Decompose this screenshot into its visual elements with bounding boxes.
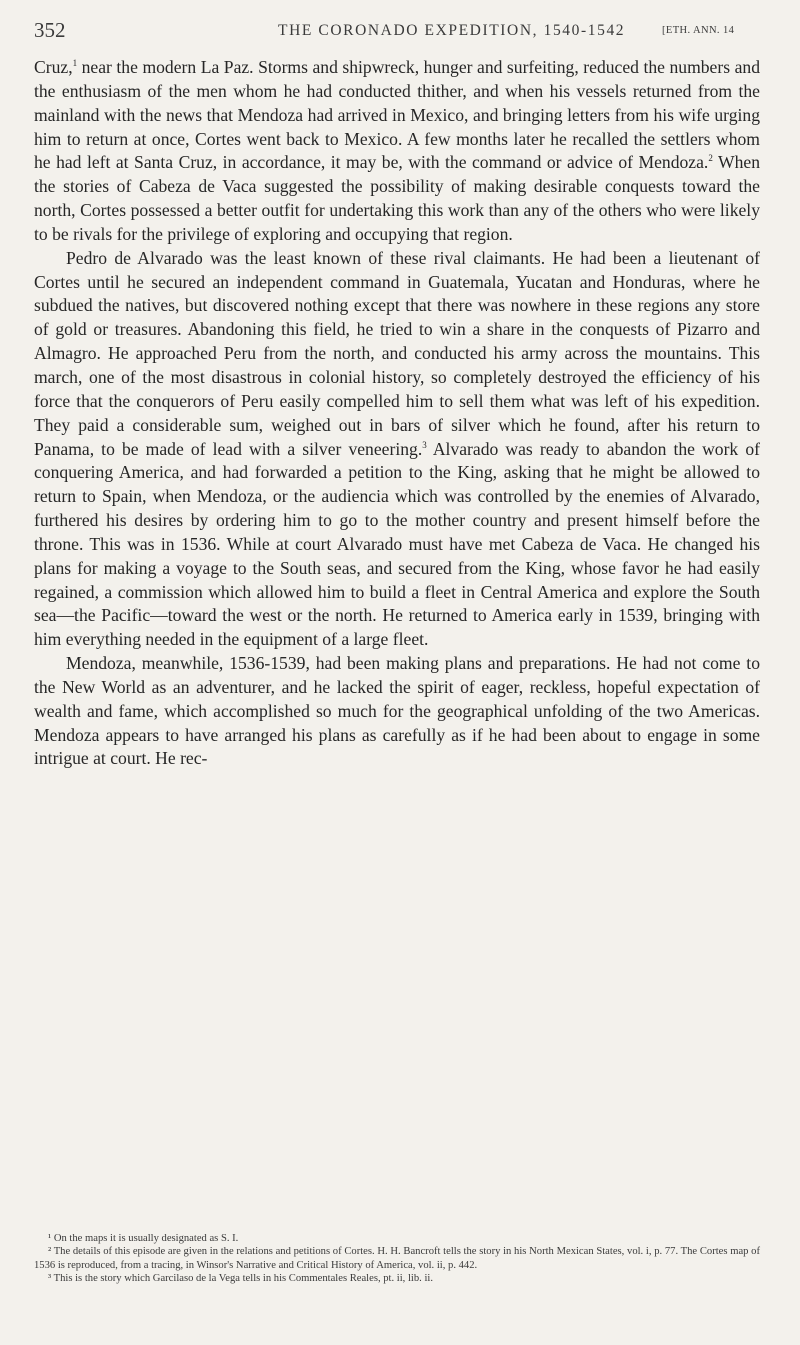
- footnote-ref-3: 3: [422, 439, 427, 450]
- paragraph-3: Mendoza, meanwhile, 1536-1539, had been making plans and preparations. He had not come to the New World as an adventurer, and he lacked the spirit of eager, reckless, hopeful expectation of wealth and fame, which accomplished so much for the geographical unfolding of the two Americas. Mendoza appears to have arranged his plans as carefully as if he had been about to engage in some intrigue at court. He rec-: [34, 653, 760, 769]
- page-header: [34, 18, 760, 46]
- report-reference: [ETH. ANN. 14: [662, 25, 735, 36]
- footnote-ref-2: 2: [708, 153, 713, 164]
- footnote-1: ¹ On the maps it is usually designated as S. I.: [48, 1233, 239, 1244]
- footnotes: [34, 1232, 760, 1286]
- footnote-ref-1: 1: [72, 58, 78, 68]
- footnote-3: ³ This is the story which Garcilaso de la Vega tells in his Commentales Reales, pt. ii, lib. ii.: [48, 1273, 433, 1285]
- book-page: [34, 18, 760, 1285]
- page-number: 352: [34, 18, 66, 42]
- running-title: THE CORONADO EXPEDITION, 1540-1542: [278, 22, 626, 39]
- paragraph-1: Cruz,$^1$ near the modern La Paz. Storms and shipwreck, hunger and surfeiting, reduced the numbers and the enthusiasm of the men whom he had conducted thither, and when his vessels returned from the mainland with the news that Mendoza had arrived in Mexico, and bringing letters from his wife urging him to return at once, Cortes went back to Mexico. A few months later he recalled the settlers whom he had left at Santa Cruz, in accordance, it may be, with the command or advice of Mendoza.$^2$ When the stories of Cabeza de Vaca suggested the possibility of making desirable conquests toward the north, Cortes possessed a better outfit for undertaking this work than any of the others who were likely to be rivals for the privilege of exploring and occupying that region.: [34, 57, 760, 244]
- paragraph-2: Pedro de Alvarado was the least known of these rival claimants. He had been a lieutenant of Cortes until he secured an independent command in Guatemala, Yucatan and Honduras, where he subdued the natives, but discovered nothing except that there was nowhere in these regions any store of gold or treasures. Abandoning this field, he tried to win a share in the conquests of Pizarro and Almagro. He approached Peru from the north, and conducted his army across the mountains. This march, one of the most disastrous in colonial history, so completely destroyed the efficiency of his force that the conquerors of Peru easily compelled him to sell them what was left of his expedition. They paid a considerable sum, weighed out in bars of silver which he found, after his return to Panama, to be made of lead with a silver veneering.$^3$ Alvarado was ready to abandon the work of conquering America, and had forwarded a petition to the King, asking that he might be allowed to return to Spain, when Mendoza, or the audiencia which was controlled by the enemies of Alvarado, furthered his desires by ordering him to go to the mother country and present himself before the throne. This was in 1536. While at court Alvarado must have met Cabeza de Vaca. He changed his plans for making a voyage to the South seas, and secured from the King, whose favor he had easily regained, a commission which allowed him to build a fleet in Central America and explore the South sea—the Pacific—toward the west or the north. He returned to America early in 1539, bringing with him everything needed in the equipment of a large fleet.: [34, 247, 760, 650]
- body-text: [34, 56, 760, 771]
- footnote-2: ² The details of this episode are given in the relations and petitions of Cortes. H. H. Bancroft tells the story in his North Mexican States, vol. i, p. 77. The Cortes map of 1536 is reproduced, from a tracing, in Winsor's Narrative and Critical History of America, vol. ii, p. 442.: [34, 1246, 760, 1271]
